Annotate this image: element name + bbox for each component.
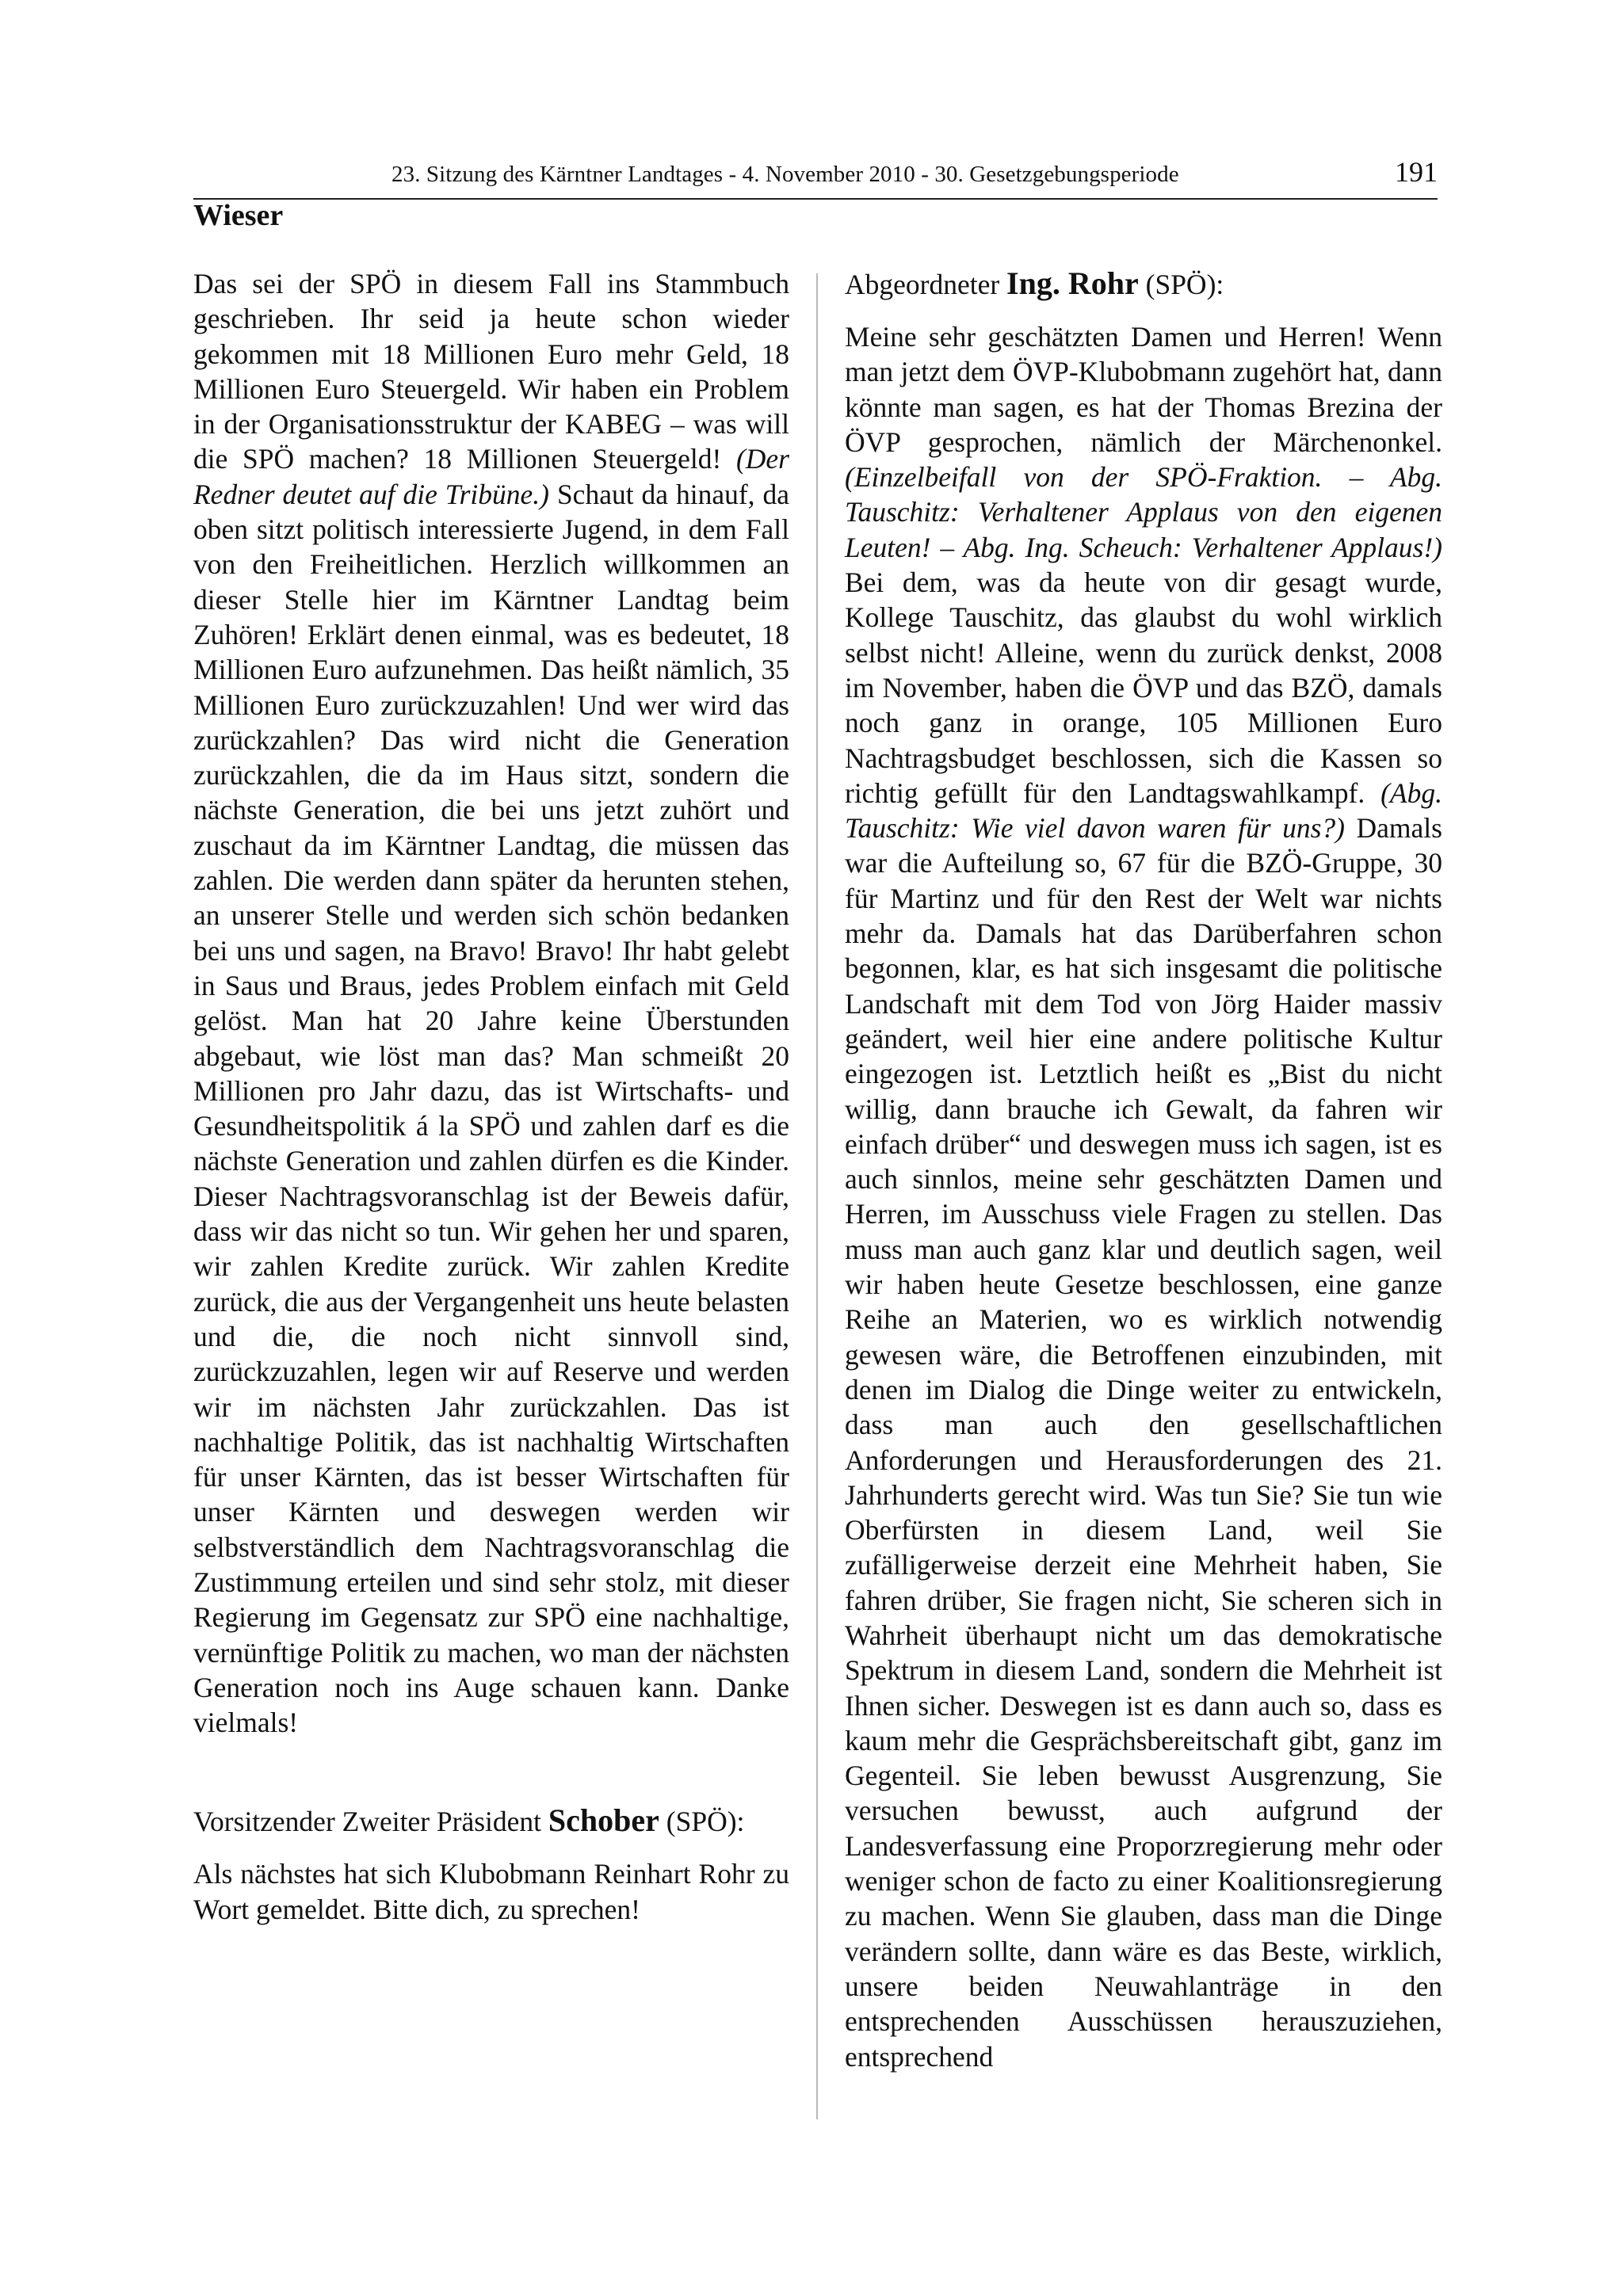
speech-paragraph: [845, 319, 1442, 2074]
speech-text: Das sei der SPÖ in diesem Fall ins Stammbuch geschrieben. Ihr seid ja heute schon wieder gekommen mit 18 Millionen Euro mehr Geld, 18 Millionen Euro Steuergeld. Wir haben ein Problem in der Organisationsstruktur der KABEG – was will die SPÖ machen? 18 Millionen Steuergeld!: [193, 268, 789, 475]
speaker-role: Vorsitzender Zweiter Präsident: [193, 1806, 548, 1838]
speaker-party: (SPÖ):: [1138, 269, 1224, 300]
page-number: 191: [1395, 156, 1438, 188]
speaker-role: Abgeordneter: [845, 269, 1007, 300]
running-speaker-name: Wieser: [193, 199, 284, 232]
speech-paragraph: [193, 266, 789, 1740]
page-header: [391, 155, 1438, 203]
speech-text: Meine sehr geschätzten Damen und Herren! Wenn man jetzt dem ÖVP-Klubobmann zugehört hat, dann könnte man sagen, es hat der Thomas Brezina der ÖVP gesprochen, nämlich der Märchenonkel.: [845, 321, 1442, 458]
interjection-text: (Einzelbeifall von der SPÖ-Fraktion. – Abg. Tauschitz: Verhaltener Applaus von den eigenen Leuten! – Abg. Ing. Scheuch: Verhaltener Applaus!): [845, 461, 1442, 563]
speech-paragraph: Als nächstes hat sich Klubobmann Reinhart Rohr zu Wort gemeldet. Bitte dich, zu sprechen!: [193, 1858, 789, 1925]
column-divider: [816, 273, 818, 2119]
header-rule: [193, 198, 1438, 200]
header-title: 23. Sitzung des Kärntner Landtages - 4. November 2010 - 30. Gesetzgebungsperiode: [391, 162, 1179, 187]
speaker-name: Schober: [548, 1802, 659, 1839]
speaker-heading: [845, 266, 1442, 302]
interjection-text: (Der Redner deutet auf die Tribüne.): [193, 443, 789, 510]
right-column: [845, 266, 1442, 2074]
speaker-heading: [193, 1803, 789, 1839]
left-column: [193, 266, 789, 1927]
interjection-text: (Abg. Tauschitz: Wie viel davon waren für uns?): [845, 776, 1442, 845]
speaker-name: Ing. Rohr: [1006, 265, 1139, 301]
speech-text: Bei dem, was da heute von dir gesagt wurde, Kollege Tauschitz, das glaubst du wohl wirklich selbst nicht! Alleine, wenn du zurück denkst, 2008 im November, haben die ÖVP und das BZÖ, damals noch ganz in orange, 105 Millionen Euro Nachtragsbudget beschlossen, sich die Kassen so richtig gefüllt für den Landtagswahlkampf.: [845, 566, 1442, 809]
speech-text: Schaut da hinauf, da oben sitzt politisch interessierte Jugend, in dem Fall von den Freiheitlichen. Herzlich willkommen an dieser Stelle hier im Kärntner Landtag beim Zuhören! Erklärt denen einmal, was es bedeutet, 18 Millionen Euro aufzunehmen. Das heißt nämlich, 35 Millionen Euro zurückzuzahlen! Und wer wird das zurückzahlen? Das wird nicht die Generation zurückzahlen, die da im Haus sitzt, sondern die nächste Generation, die bei uns jetzt zuhört und zuschaut da im Kärntner Landtag, die müssen das zahlen. Die werden dann später da herunten stehen, an unserer Stelle und werden sich schön bedanken bei uns und sagen, na Bravo! Bravo! Ihr habt gelebt in Saus und Braus, jedes Problem einfach mit Geld gelöst. Man hat 20 Jahre keine Überstunden abgebaut, wie löst man das? Man schmeißt 20 Millionen pro Jahr dazu, das ist Wirtschafts- und Gesundheitspolitik á la SPÖ und zahlen darf es die nächste Generation und zahlen dürfen es die Kinder. Dieser Nachtragsvoranschlag ist der Beweis dafür, dass wir das nicht so tun. Wir gehen her und sparen, wir zahlen Kredite zurück. Wir zahlen Kredite zurück, die aus der Vergangenheit uns heute belasten und die, die noch nicht sinnvoll sind, zurückzuzahlen, legen wir auf Reserve und werden wir im nächsten Jahr zurückzahlen. Das ist nachhaltige Politik, das ist nachhaltig Wirtschaften für unser Kärnten, das ist besser Wirtschaften für unser Kärnten und deswegen werden wir selbstverständlich dem Nachtragsvoranschlag die Zustimmung erteilen und sind sehr stolz, mit dieser Regierung im Gegensatz zur SPÖ eine nachhaltige, vernünftige Politik zu machen, wo man der nächsten Generation noch ins Auge schauen kann. Danke vielmals!: [193, 478, 790, 1739]
speaker-party: (SPÖ):: [659, 1806, 745, 1838]
speech-text: Damals war die Aufteilung so, 67 für die BZÖ-Gruppe, 30 für Martinz und für den Rest der Welt war nichts mehr da. Damals hat das Darüberfahren schon begonnen, klar, es hat sich insgesamt die politische Landschaft mit dem Tod von Jörg Haider massiv geändert, weil hier eine andere politische Kultur eingezogen ist. Letztlich heißt es „Bist du nicht willig, dann brauche ich Gewalt, da fahren wir einfach drüber“ und deswegen muss ich sagen, ist es auch sinnlos, meine sehr geschätzten Damen und Herren, im Ausschuss viele Fragen zu stellen. Das muss man auch ganz klar und deutlich sagen, weil wir haben heute Gesetze beschlossen, eine ganze Reihe an Materien, wo es wirklich notwendig gewesen wäre, die Betroffenen einzubinden, mit denen im Dialog die Dinge weiter zu entwickeln, dass man auch den gesellschaftlichen Anforderungen und Herausforderungen des 21. Jahrhunderts gerecht wird. Was tun Sie? Sie tun wie Oberfürsten in diesem Land, weil Sie zufälligerweise derzeit eine Mehrheit haben, Sie fahren drüber, Sie fragen nicht, Sie scheren sich in Wahrheit überhaupt nicht um das demokratische Spektrum in diesem Land, sondern die Mehrheit ist Ihnen sicher. Deswegen ist es dann auch so, dass es kaum mehr die Gesprächsbereitschaft gibt, ganz im Gegenteil. Sie leben bewusst Ausgrenzung, Sie versuchen bewusst, auch aufgrund der Landesverfassung eine Proporzregierung mehr oder weniger schon de facto zu einer Koalitionsregierung zu machen. Wenn Sie glauben, dass man die Dinge verändern sollte, dann wäre es das Beste, wirklich, unsere beiden Neuwahlanträge in den entsprechenden Ausschüssen herauszuziehen, entsprechend: [845, 812, 1442, 2073]
